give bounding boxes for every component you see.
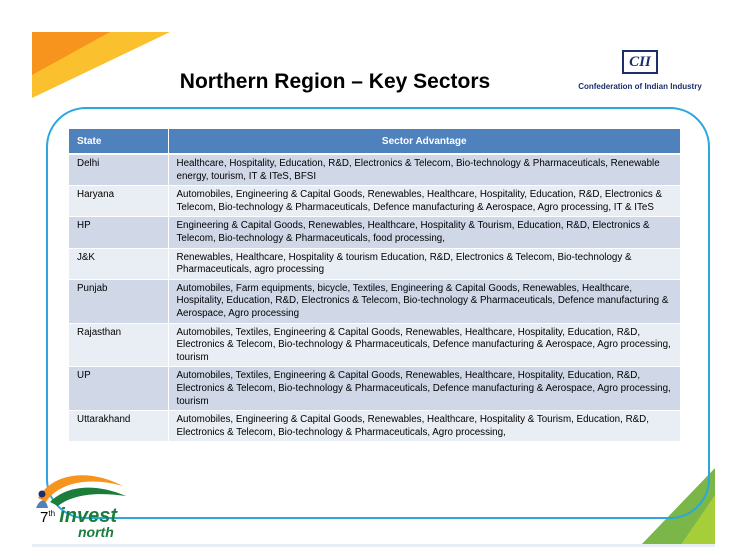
state-cell: HP [69, 217, 168, 248]
sector-cell: Renewables, Healthcare, Hospitality & tourism Education, R&D, Electronics & Telecom, Bio-technology & Pharmaceuticals, agro processing [168, 248, 681, 279]
sector-cell: Healthcare, Hospitality, Education, R&D, Electronics & Telecom, Bio-technology & Pharmaceuticals, Renewable energy, tourism, IT & ITeS, BFSI [168, 154, 681, 186]
emblem-figure-head [39, 491, 46, 498]
column-header-sector-advantage: Sector Advantage [168, 129, 681, 154]
sector-cell: Automobiles, Textiles, Engineering & Capital Goods, Renewables, Healthcare, Hospitality, Education, R&D, Electronics & Telecom, Bio-technology & Pharmaceuticals, Defence manufacturing & Aerospace, Agro processing, tourism [168, 367, 681, 411]
table-row [69, 367, 681, 411]
north-word: north [78, 524, 114, 540]
state-cell: Punjab [69, 279, 168, 323]
state-cell: Haryana [69, 186, 168, 217]
edition-suffix: th [48, 509, 56, 518]
table-row [69, 248, 681, 279]
emblem-swoosh-green [50, 488, 126, 506]
state-cell: Uttarakhand [69, 411, 168, 442]
cii-logo [570, 50, 710, 91]
cii-logo-caption: Confederation of Indian Industry [578, 82, 702, 91]
sector-cell: Automobiles, Farm equipments, bicycle, Textiles, Engineering & Capital Goods, Renewables, Healthcare, Hospitality, Education, R&D, Electronics & Telecom, Bio-technology & Pharmaceuticals, Defence manufacturing & Aerospace, Agro processing [168, 279, 681, 323]
sectors-table [69, 129, 681, 442]
sector-cell: Automobiles, Engineering & Capital Goods, Renewables, Healthcare, Hospitality & Tourism, Education, R&D, Electronics & Telecom, Bio-technology & Pharmaceuticals, Agro processing, [168, 411, 681, 442]
edition-number: 7 [40, 509, 49, 526]
state-cell: J&K [69, 248, 168, 279]
invest-word: invest [59, 505, 117, 527]
state-cell: UP [69, 367, 168, 411]
cii-logo-mark: CII [622, 50, 658, 74]
table-row [69, 186, 681, 217]
slide-title: Northern Region – Key Sectors [179, 70, 491, 93]
table-row [69, 217, 681, 248]
sector-cell: Engineering & Capital Goods, Renewables, Healthcare, Hospitality & Tourism, Education, R&D, Electronics & Telecom, Bio-technology & Pharmaceuticals, food processing, [168, 217, 681, 248]
sector-cell: Automobiles, Textiles, Engineering & Capital Goods, Renewables, Healthcare, Hospitality, Education, R&D, Electronics & Telecom, Bio-technology & Pharmaceuticals, Defence manufacturing & Aerospace, Agro processing, tourism [168, 323, 681, 367]
column-header-state: State [69, 129, 168, 154]
table-row [69, 154, 681, 186]
table-row [69, 411, 681, 442]
sector-cell: Automobiles, Engineering & Capital Goods, Renewables, Healthcare, Hospitality, Education, R&D, Electronics & Telecom, Bio-technology & Pharmaceuticals, Defence manufacturing & Aerospace, Agro processing, IT & ITeS [168, 186, 681, 217]
table-row [69, 323, 681, 367]
state-cell: Delhi [69, 154, 168, 186]
table-header-row [69, 129, 681, 154]
table-row [69, 279, 681, 323]
state-cell: Rajasthan [69, 323, 168, 367]
